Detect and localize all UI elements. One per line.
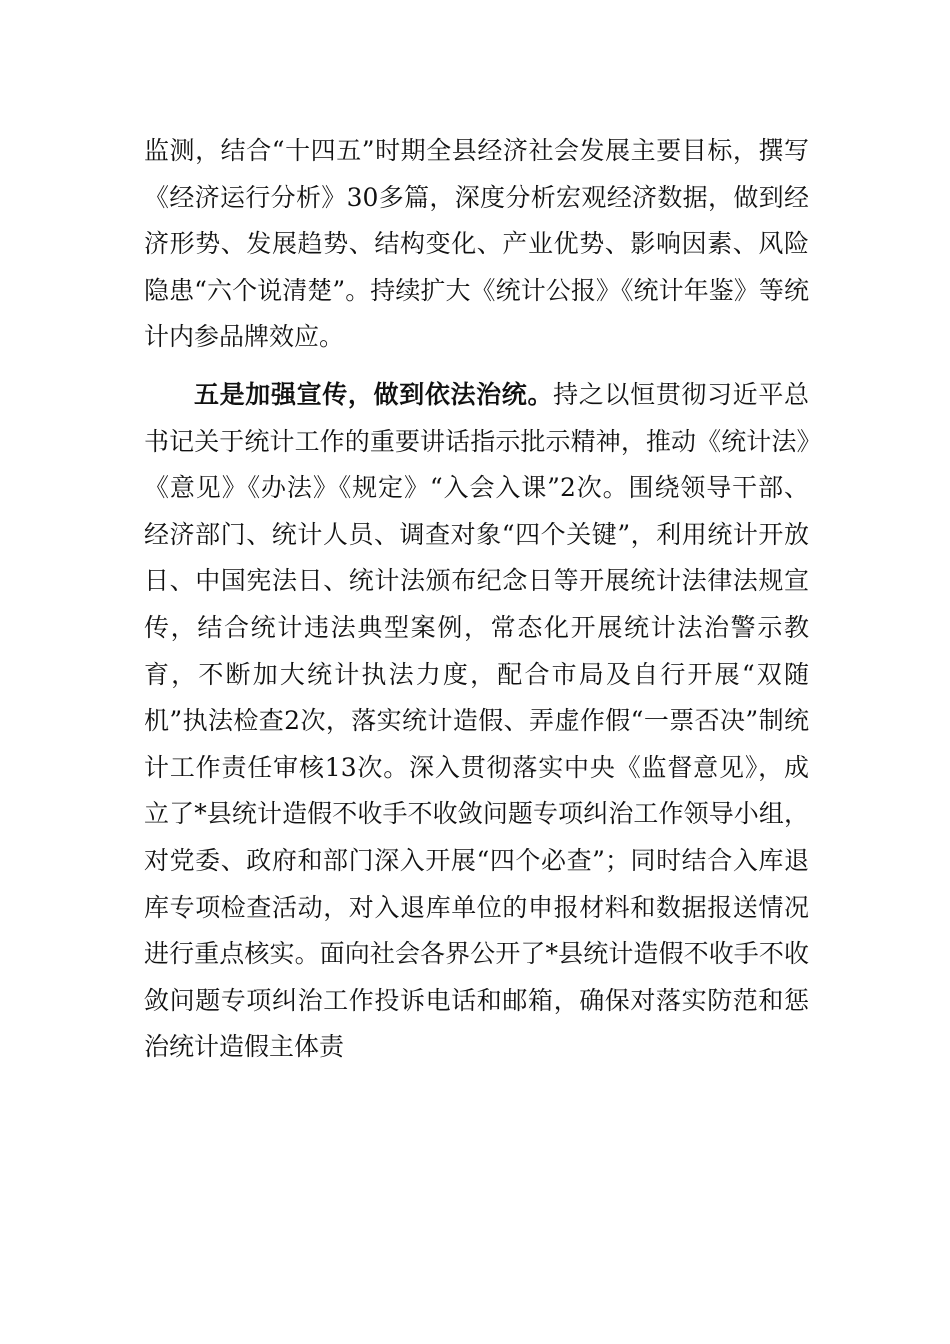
body-text [144,128,809,1071]
paragraph-text: 监测，结合“十四五”时期全县经济社会发展主要目标，撰写《经济运行分析》30多篇，深度分析宏观经济数据，做到经济形势、发展趋势、结构变化、产业优势、影响因素、风险隐患“六个说清楚”。持续扩大《统计公报》《统计年鉴》等统计内参品牌效应。 [144,136,809,352]
paragraph-text: 持之以恒贯彻习近平总书记关于统计工作的重要讲话指示批示精神，推动《统计法》《意见》《办法》《规定》“入会入课”2次。围绕领导干部、经济部门、统计人员、调查对象“四个关键”，利用统计开放日、中国宪法日、统计法颁布纪念日等开展统计法律法规宣传，结合统计违法典型案例，常态化开展统计法治警示教育，不断加大统计执法力度，配合市局及自行开展“双随机”执法检查2次，落实统计造假、弄虚作假“一票否决”制统计工作责任审核13次。深入贯彻落实中央《监督意见》，成立了*县统计造假不收手不收敛问题专项纠治工作领导小组，对党委、政府和部门深入开展“四个必查”；同时结合入库退库专项检查活动，对入退库单位的申报材料和数据报送情况进行重点核实。面向社会各界公开了*县统计造假不收手不收敛问题专项纠治工作投诉电话和邮箱，确保对落实防范和惩治统计造假主体责 [144,379,809,1062]
paragraph-publicity [144,372,809,1071]
paragraph-lead-heading: 五是加强宣传，做到依法治统。 [194,379,554,409]
paragraph-continued [144,128,809,361]
